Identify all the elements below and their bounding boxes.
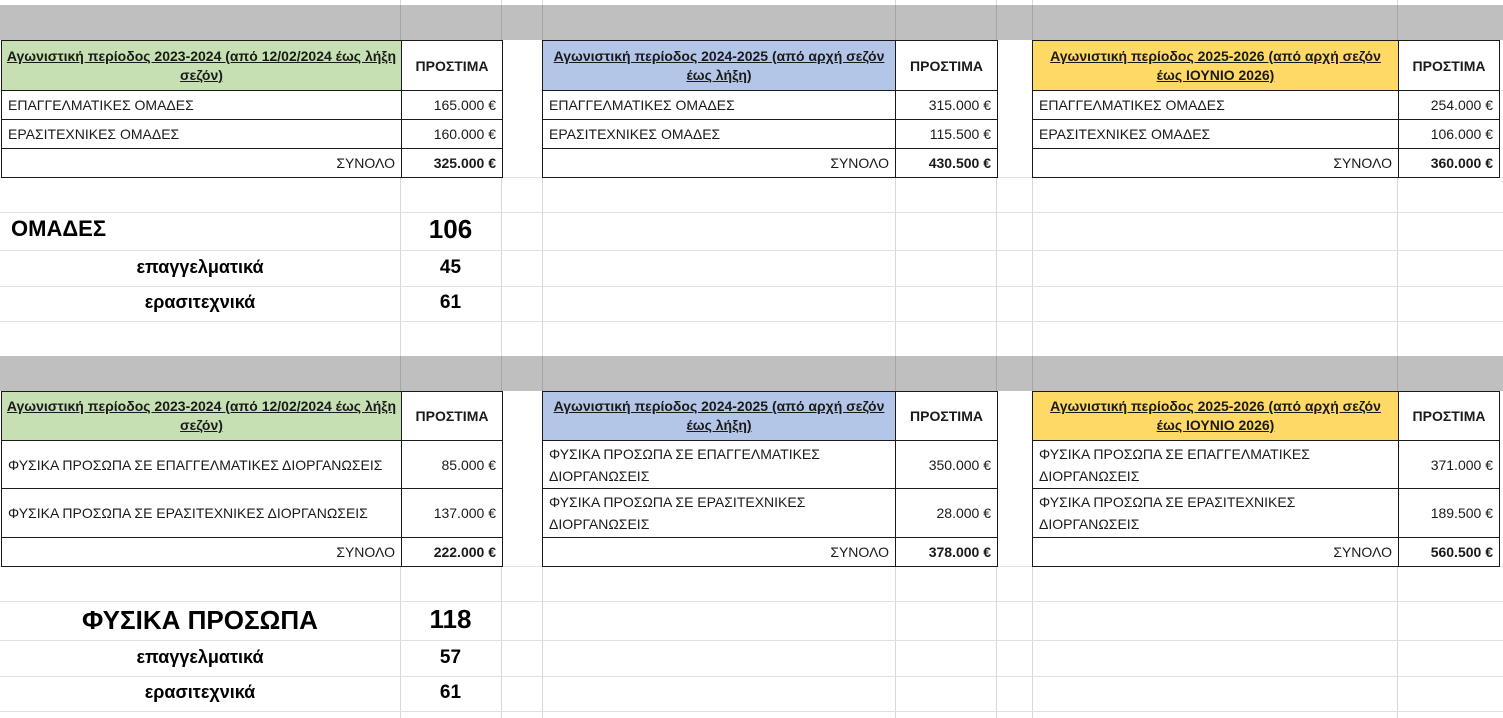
teams-table-2025-2026 [1032,40,1500,178]
summary-amateur-label: ερασιτεχνικά [144,682,256,702]
total-label: ΣΥΝΟΛΟ [2,538,402,567]
row-value: 189.500 € [1399,489,1500,538]
total-label: ΣΥΝΟΛΟ [1033,149,1399,178]
persons-table-2024-2025 [542,391,998,567]
period-header: Αγωνιστική περίοδος 2024-2025 (από αρχή σεζόν έως λήξη) [543,41,896,91]
row-value: 254.000 € [1399,91,1500,120]
summary-title-value: 106 [428,214,473,244]
row-label: ΕΠΑΓΓΕΛΜΑΤΙΚΕΣ ΟΜΑΔΕΣ [1033,91,1399,120]
row-label: ΦΥΣΙΚΑ ΠΡΟΣΩΠΑ ΣΕ ΕΡΑΣΙΤΕΧΝΙΚΕΣ ΔΙΟΡΓΑΝΩΣΕΙΣ [1033,489,1399,538]
summary-title: ΟΜΑΔΕΣ [11,216,107,241]
total-label: ΣΥΝΟΛΟ [2,149,402,178]
summary-pro-label: επαγγελματικά [136,257,264,277]
fines-column-header: ΠΡΟΣΤΙΜΑ [1399,392,1500,441]
row-value: 160.000 € [402,120,503,149]
persons-table-2023-2024 [1,391,503,567]
total-label: ΣΥΝΟΛΟ [543,538,896,567]
row-label: ΕΡΑΣΙΤΕΧΝΙΚΕΣ ΟΜΑΔΕΣ [2,120,402,149]
summary-title-value: 118 [429,604,472,634]
row-label: ΕΡΑΣΙΤΕΧΝΙΚΕΣ ΟΜΑΔΕΣ [1033,120,1399,149]
row-value: 315.000 € [896,91,998,120]
summary-amateur-value: 61 [439,682,462,703]
row-value: 137.000 € [402,489,503,538]
period-header: Αγωνιστική περίοδος 2023-2024 (από 12/02/2024 έως λήξη σεζόν) [2,41,402,91]
row-label: ΕΠΑΓΓΕΛΜΑΤΙΚΕΣ ΟΜΑΔΕΣ [543,91,896,120]
total-label: ΣΥΝΟΛΟ [543,149,896,178]
total-value: 325.000 € [402,149,503,178]
row-value: 28.000 € [896,489,998,538]
fines-column-header: ΠΡΟΣΤΙΜΑ [896,41,998,91]
summary-pro-value: 45 [439,257,462,278]
row-value: 85.000 € [402,441,503,489]
persons-table-2025-2026 [1032,391,1500,567]
summary-amateur-label: ερασιτεχνικά [144,292,256,312]
total-value: 222.000 € [402,538,503,567]
teams-table-2023-2024 [1,40,503,178]
total-value: 360.000 € [1399,149,1500,178]
teams-table-2024-2025 [542,40,998,178]
period-header: Αγωνιστική περίοδος 2024-2025 (από αρχή σεζόν έως λήξη) [543,392,896,441]
row-value: 350.000 € [896,441,998,489]
row-value: 106.000 € [1399,120,1500,149]
summary-amateur-value: 61 [439,292,462,313]
row-label: ΦΥΣΙΚΑ ΠΡΟΣΩΠΑ ΣΕ ΕΠΑΓΓΕΛΜΑΤΙΚΕΣ ΔΙΟΡΓΑΝΩΣΕΙΣ [1033,441,1399,489]
gray-band-top [0,5,1503,40]
row-label: ΦΥΣΙΚΑ ΠΡΟΣΩΠΑ ΣΕ ΕΠΑΓΓΕΛΜΑΤΙΚΕΣ ΔΙΟΡΓΑΝΩΣΕΙΣ [543,441,896,489]
row-label: ΦΥΣΙΚΑ ΠΡΟΣΩΠΑ ΣΕ ΕΡΑΣΙΤΕΧΝΙΚΕΣ ΔΙΟΡΓΑΝΩΣΕΙΣ [2,489,402,538]
row-label: ΕΡΑΣΙΤΕΧΝΙΚΕΣ ΟΜΑΔΕΣ [543,120,896,149]
period-header: Αγωνιστική περίοδος 2025-2026 (από αρχή σεζόν έως ΙΟΥΝΙΟ 2026) [1033,41,1399,91]
row-label: ΦΥΣΙΚΑ ΠΡΟΣΩΠΑ ΣΕ ΕΡΑΣΙΤΕΧΝΙΚΕΣ ΔΙΟΡΓΑΝΩΣΕΙΣ [543,489,896,538]
fines-column-header: ΠΡΟΣΤΙΜΑ [1399,41,1500,91]
fines-column-header: ΠΡΟΣΤΙΜΑ [896,392,998,441]
fines-column-header: ΠΡΟΣΤΙΜΑ [402,41,503,91]
period-header: Αγωνιστική περίοδος 2023-2024 (από 12/02/2024 έως λήξη σεζόν) [2,392,402,441]
total-value: 378.000 € [896,538,998,567]
summary-pro-value: 57 [439,647,462,668]
total-value: 430.500 € [896,149,998,178]
summary-title: ΦΥΣΙΚΑ ΠΡΟΣΩΠΑ [82,605,318,635]
row-value: 165.000 € [402,91,503,120]
period-header: Αγωνιστική περίοδος 2025-2026 (από αρχή σεζόν έως ΙΟΥΝΙΟ 2026) [1033,392,1399,441]
total-value: 560.500 € [1399,538,1500,567]
row-value: 371.000 € [1399,441,1500,489]
summary-pro-label: επαγγελματικά [136,647,264,667]
fines-column-header: ΠΡΟΣΤΙΜΑ [402,392,503,441]
row-label: ΕΠΑΓΓΕΛΜΑΤΙΚΕΣ ΟΜΑΔΕΣ [2,91,402,120]
total-label: ΣΥΝΟΛΟ [1033,538,1399,567]
row-label: ΦΥΣΙΚΑ ΠΡΟΣΩΠΑ ΣΕ ΕΠΑΓΓΕΛΜΑΤΙΚΕΣ ΔΙΟΡΓΑΝΩΣΕΙΣ [2,441,402,489]
gray-band-middle [0,356,1503,391]
row-value: 115.500 € [896,120,998,149]
